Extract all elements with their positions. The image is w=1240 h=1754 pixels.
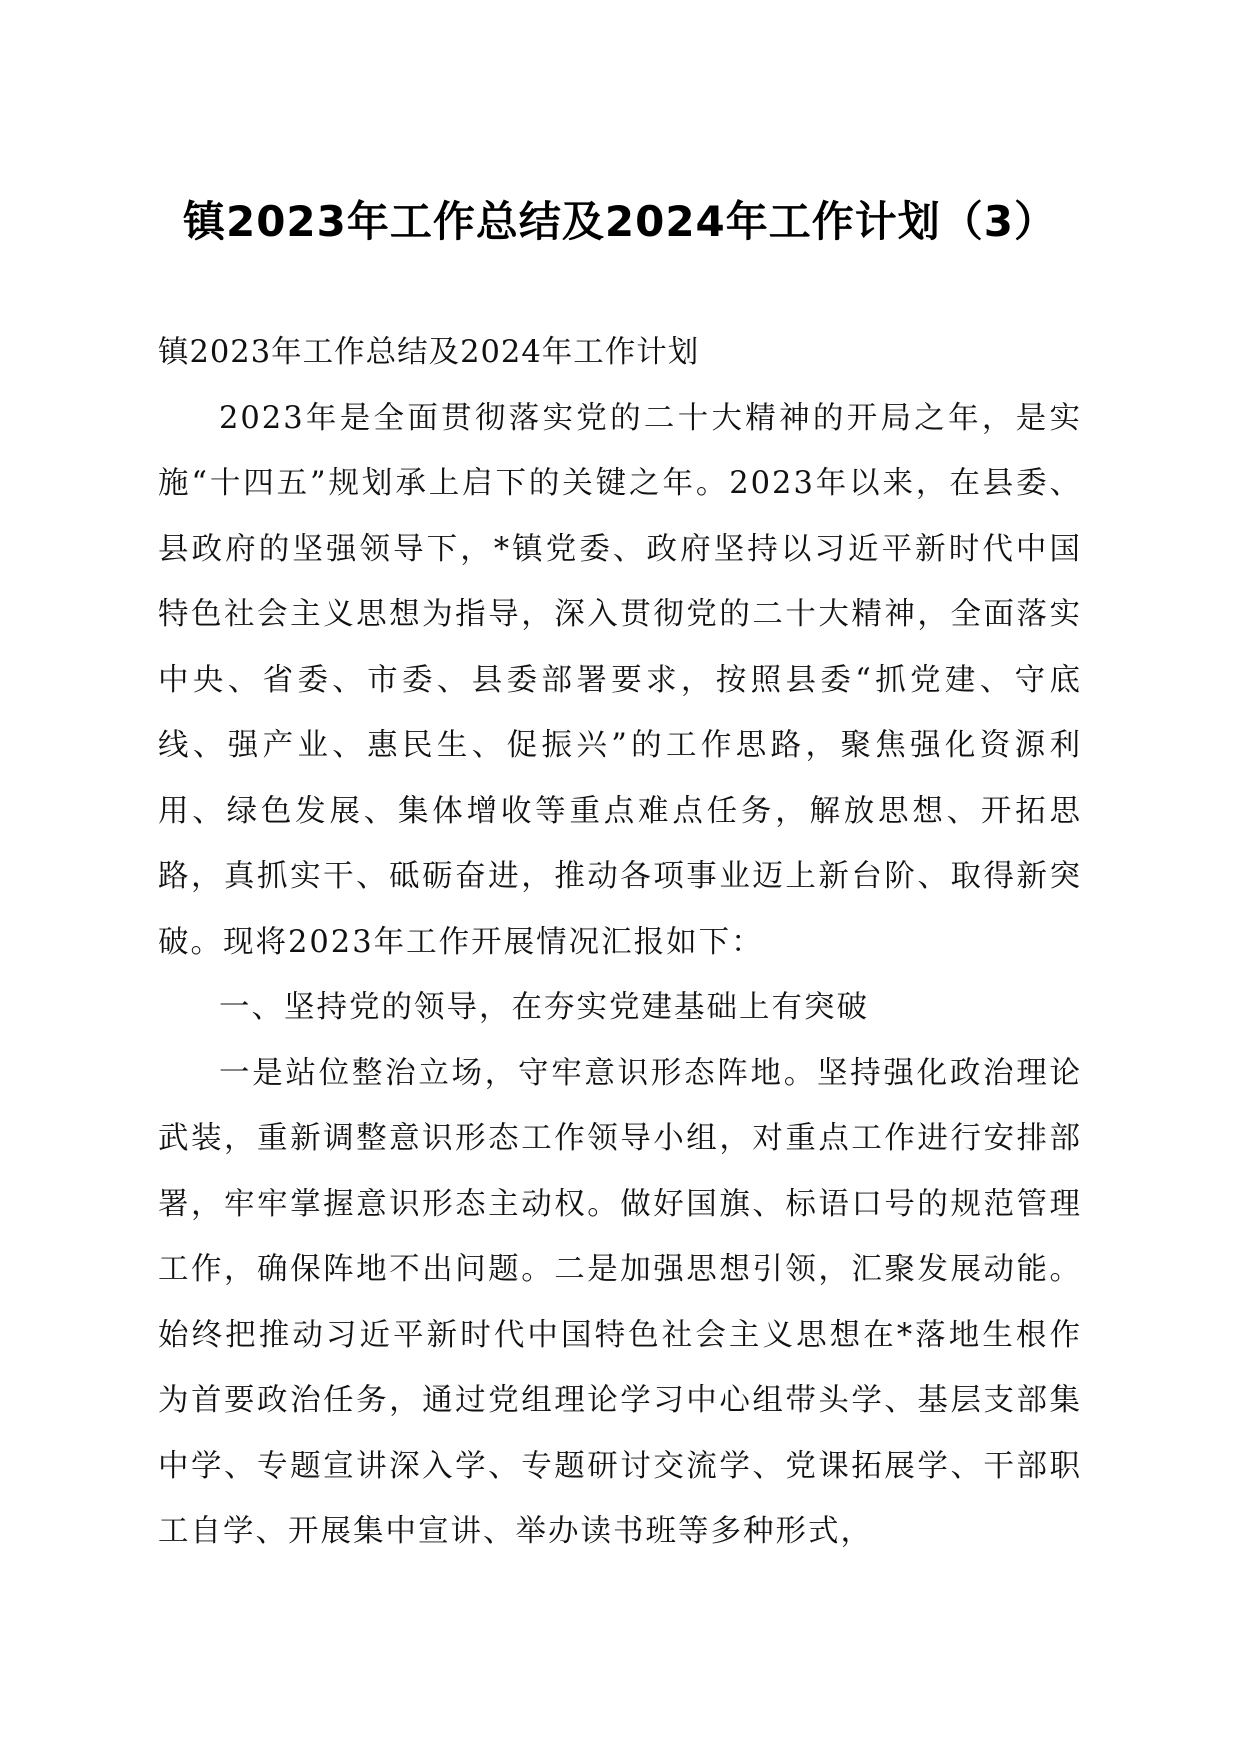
document-title: 镇2023年工作总结及2024年工作计划（3） xyxy=(182,197,1057,246)
paragraph-section-1: 一是站位整治立场，守牢意识形态阵地。坚持强化政治理论武装，重新调整意识形态工作领导小组，对重点工作进行安排部署，牢牢掌握意识形态主动权。做好国旗、标语口号的规范管理工作，确保阵地不出问题。二是加强思想引领，汇聚发展动能。始终把推动习近平新时代中国特色社会主义思想在*落地生根作为首要政治任务，通过党组理论学习中心组带头学、基层支部集中学、专题宣讲深入学、专题研讨交流学、党课拓展学、干部职工自学、开展集中宣讲、举办读书班等多种形式， xyxy=(158,1055,1082,1549)
paragraph-intro: 2023年是全面贯彻落实党的二十大精神的开局之年，是实施“十四五”规划承上启下的关键之年。2023年以来，在县委、县政府的坚强领导下，*镇党委、政府坚持以习近平新时代中国特色社会主义思想为指导，深入贯彻党的二十大精神，全面落实中央、省委、市委、县委部署要求，按照县委“抓党建、守底线、强产业、惠民生、促振兴”的工作思路，聚焦强化资源利用、绿色发展、集体增收等重点难点任务，解放思想、开拓思路，真抓实干、砥砺奋进，推动各项事业迈上新台阶、取得新突破。现将2023年工作开展情况汇报如下： xyxy=(158,400,1082,960)
document-subtitle: 镇2023年工作总结及2024年工作计划 xyxy=(158,335,700,370)
section-heading: 一、坚持党的领导，在夯实党建基础上有突破 xyxy=(219,990,869,1025)
document-body xyxy=(158,320,1082,1565)
